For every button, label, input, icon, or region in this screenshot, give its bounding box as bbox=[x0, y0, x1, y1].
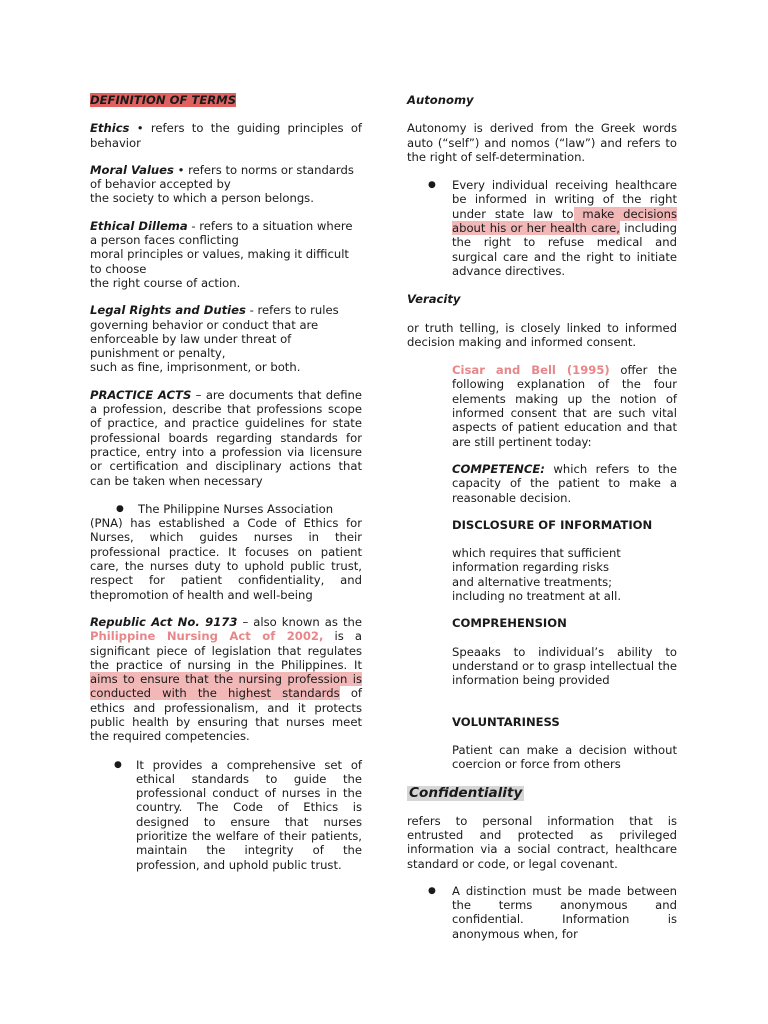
competence-paragraph: COMPETENCE: which refers to the capacity of the patient to make a reasonable decision. bbox=[452, 461, 677, 505]
provides-bullet: ● It provides a comprehensive set of ethical standards to guide the professional conduct of nurses in the country. The Code of Ethics is designed to ensure that nurses prioritize the welfare of their patients, maintain the integrity of the profession, and uphold public trust. bbox=[114, 757, 362, 872]
left-column bbox=[90, 92, 362, 872]
disclosure-text: which requires that sufficient information regarding risks and alternative treatments; including no treatment at all. bbox=[452, 546, 622, 604]
comprehension-heading: COMPREHENSION bbox=[452, 616, 567, 631]
disclosure-heading: DISCLOSURE OF INFORMATION bbox=[452, 517, 653, 532]
ethical-dilemma-definition: Ethical Dillema - refers to a situation where a person faces conflicting moral principles or values, making it difficult to choose the right course of action. bbox=[90, 218, 353, 290]
veracity-heading: Veracity bbox=[407, 292, 461, 307]
practice-acts-definition: PRACTICE ACTS – are documents that define a profession, describe that professions scope of practice, and practice guidelines for state professional boards regarding standards for practice, entry into a profession via licensure or certification and disciplinary actions that can be taken when necessary bbox=[90, 387, 362, 488]
legal-rights-definition: Legal Rights and Duties - refers to rules governing behavior or conduct that are enforceable by law under threat of punishment or penalty, such as fine, imprisonment, or both. bbox=[90, 303, 339, 375]
veracity-text: or truth telling, is closely linked to informed decision making and informed consent. bbox=[407, 320, 677, 349]
autonomy-text: Autonomy is derived from the Greek words auto (“self”) and nomos (“law”) and refers to the right of self-determination. bbox=[407, 121, 677, 164]
bullet-dot: ● bbox=[428, 885, 436, 896]
confidentiality-bullet: ● A distinction must be made between the terms anonymous and confidential. Information is anonymous when, for bbox=[428, 883, 677, 941]
right-column bbox=[407, 92, 677, 941]
bullet-dot: ● bbox=[116, 503, 124, 514]
comprehension-text: Speaaks to individual’s ability to understand or to grasp intellectual the information being provided bbox=[452, 644, 677, 688]
autonomy-bullet: ● Every individual receiving healthcare be informed in writing of the right under state law to make decisions about his or her health care, including the right to refuse medical and surgical care and the right to initiate advance directives. bbox=[428, 178, 677, 278]
moral-values-definition: Moral Values • refers to norms or standards of behavior accepted by the society to which a person belongs. bbox=[90, 162, 354, 206]
confidentiality-heading: Confidentiality bbox=[409, 785, 523, 802]
autonomy-heading: Autonomy bbox=[407, 93, 474, 107]
republic-act-paragraph: Republic Act No. 9173 – also known as the Philippine Nursing Act of 2002, is a significant piece of legislation that regulates the practice of nursing in the Philippines. It aims to ensure that the nursing profession is conducted with the highest standards of ethics and professionalism, and it protects public health by ensuring that nurses meet the required competencies. bbox=[90, 614, 362, 744]
ethics-definition: Ethics • refers to the guiding principles of behavior bbox=[90, 121, 362, 150]
bullet-dot: ● bbox=[428, 180, 436, 191]
pna-paragraph: ● The Philippine Nurses Association (PNA) has established a Code of Ethics for Nurses, which guides nurses in their professional practice. It focuses on patient care, the nurses duty to uphold public trust, respect for patient confidentiality, and thepromotion of health and well-being bbox=[90, 501, 362, 602]
cisar-paragraph: Cisar and Bell (1995) offer the following explanation of the four elements making up the notion of informed consent that are such vital aspects of patient education and that are still pertinent today: bbox=[452, 363, 677, 449]
voluntariness-text: Patient can make a decision without coercion or force from others bbox=[452, 742, 677, 772]
confidentiality-text: refers to personal information that is entrusted and protected as privileged information via a social contract, healthcare standard or code, or legal covenant. bbox=[407, 813, 677, 871]
definition-title: DEFINITION OF TERMS bbox=[90, 93, 237, 107]
voluntariness-heading: VOLUNTARINESS bbox=[452, 714, 560, 729]
bullet-dot: ● bbox=[114, 759, 122, 770]
